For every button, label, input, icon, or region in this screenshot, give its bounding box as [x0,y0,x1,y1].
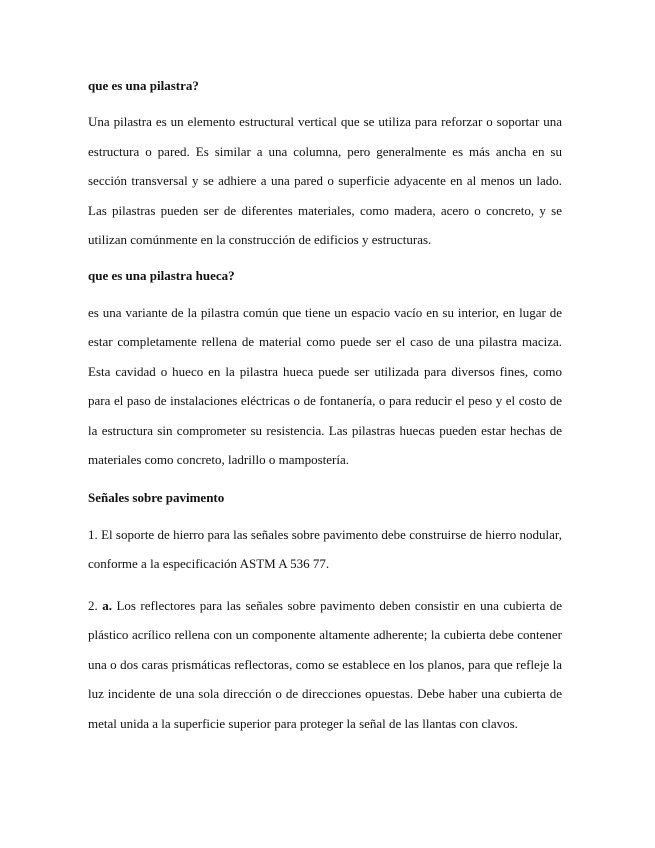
document-page [88,60,562,738]
list-item-soporte-hierro: 1. El soporte de hierro para las señales sobre pavimento debe construirse de hierro nodular, conforme a la especificación ASTM A 536 77. [88,526,562,571]
list-item-reflectores [88,591,562,739]
paragraph-pilastra-hueca: es una variante de la pilastra común que tiene un espacio vacío en su interior, en lugar de estar completamente rellena de material como puede ser el caso de una pilastra maciza. Esta cavidad o hueco en la pilastra hueca puede ser utilizada para diversos fines, como para el paso de instalaciones eléctricas o de fontanería, o para reducir el peso y el costo de la estructura sin comprometer su resistencia. Las pilastras huecas pueden estar hechas de materiales como concreto, ladrillo o mampostería. [88,304,562,467]
paragraph-pilastra: Una pilastra es un elemento estructural vertical que se utiliza para reforzar o soportar una estructura o pared. Es similar a una columna, pero generalmente es más ancha en su sección transversal y se adhiere a una pared o superficie adyacente en al menos un lado. Las pilastras pueden ser de diferentes materiales, como madera, acero o concreto, y se utilizan comúnmente en la construcción de edificios y estructuras. [88,114,562,247]
list-item-text: Los reflectores para las señales sobre pavimento deben consistir en una cubierta de plástico acrílico rellena con un componente altamente adherente; la cubierta debe contener una o dos caras prismáticas reflectoras, como se establece en los planos, para que refleje la luz incidente de una sola dirección o de direcciones opuestas. Debe haber una cubierta de metal unida a la superficie superior para proteger la señal de las llantas con clavos. [88,597,563,731]
heading-pilastra-hueca: que es una pilastra hueca? [88,267,235,283]
heading-senales-pavimento: Señales sobre pavimento [88,489,225,505]
heading-pilastra: que es una pilastra? [88,78,199,93]
list-item-number: 2. [88,597,98,613]
list-item-marker: a. [102,597,112,613]
